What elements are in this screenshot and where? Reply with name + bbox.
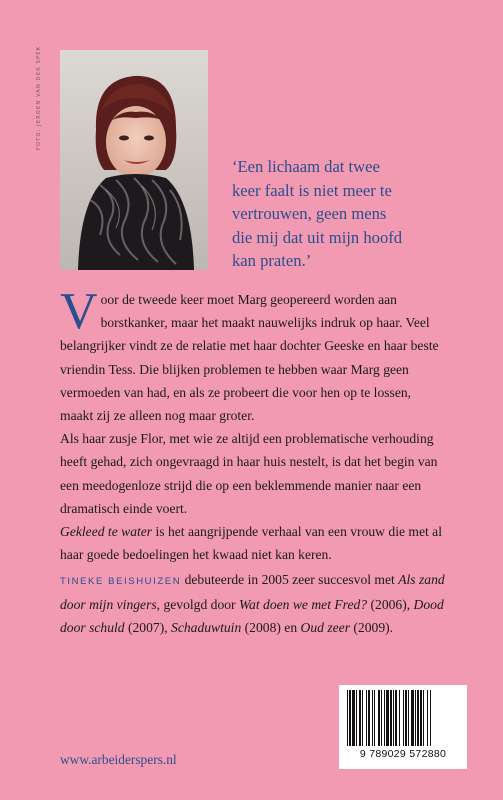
blurb-paragraph-1 (60, 283, 444, 427)
book-title: Oud zeer (300, 620, 350, 636)
blurb (60, 283, 444, 566)
bio-text: (2006), (367, 597, 414, 613)
blurb-paragraph-3 (60, 520, 444, 566)
barcode-bar (366, 690, 367, 746)
barcode-bar (403, 690, 404, 746)
barcode-bar (349, 690, 351, 746)
barcode-bar (399, 690, 400, 746)
isbn-number: 9 789029 572880 (359, 748, 447, 760)
barcode-bar (420, 690, 422, 746)
barcode-bar (417, 690, 419, 746)
barcode-bar (430, 690, 431, 746)
barcode-bar (384, 690, 385, 746)
barcode-bar (374, 690, 375, 746)
barcode-bar (372, 690, 373, 746)
barcode-bar (405, 690, 407, 746)
bio-text: (2007), (124, 620, 172, 636)
bio-text: (2008) en (241, 620, 301, 636)
blurb-text-1: oor de tweede keer moet Marg geopereerd worden aan borstkanker, maar het maakt nauwelijks indruk op haar. Veel belangrijker vindt ze de relatie met haar dochter Geeske en haar beste vriendin Tess. Die blijken problemen te hebben waar Marg geen vermoeden van had, en als ze probeert die voor hen op te lossen, maakt zij ze alleen nog maar groter. (60, 292, 439, 424)
barcode-bars (345, 690, 461, 748)
pull-quote: ‘Een lichaam dat twee keer faalt is niet meer te vertrouwen, geen mens die mij dat uit mijn hoofd kan praten.’ (232, 157, 403, 270)
barcode-bar (395, 690, 397, 746)
barcode-bar (347, 690, 348, 746)
barcode-bar (415, 690, 416, 746)
barcode-bar (423, 690, 424, 746)
barcode-bar (386, 690, 389, 746)
blurb-text-3: is het aangrijpende verhaal van een vrouw die met al haar goede bedoelingen het kwaad niet kan keren. (60, 524, 442, 563)
bio-text: (2009). (350, 620, 394, 636)
author-bio (60, 568, 450, 640)
barcode-bar (411, 690, 414, 746)
barcode-bar (393, 690, 394, 746)
barcode-bar (381, 690, 382, 746)
author-photo (60, 50, 208, 270)
isbn-barcode (339, 685, 467, 769)
author-name: TINEKE BEISHUIZEN (60, 576, 182, 587)
photo-credit: FOTO: JEROEN VAN DER SPEK (36, 45, 42, 150)
barcode-bar (352, 690, 355, 746)
book-title: Dood door schuld (60, 597, 444, 636)
blurb-paragraph-2: Als haar zusje Flor, met wie ze altijd een problematische verhouding heeft gehad, zich ongevraagd in haar huis nestelt, is dat het begin van een meedogenloze strijd die op een beklemmende manier naar een dramatisch einde voert. (60, 431, 438, 516)
bio-text: , gevolgd door (156, 597, 239, 613)
barcode-bar (362, 690, 363, 746)
publisher-website[interactable]: www.arbeiderspers.nl (60, 752, 177, 767)
barcode-bar (390, 690, 392, 746)
barcode-bar (427, 690, 428, 746)
drop-cap: V (60, 283, 98, 340)
book-title: Wat doen we met Fred? (238, 597, 368, 613)
book-title: Gekleed te water (60, 524, 153, 540)
barcode-bar (408, 690, 409, 746)
barcode-bar (356, 690, 357, 746)
barcode-bar (359, 690, 361, 746)
bio-text: debuteerde in 2005 zeer succesvol met (181, 572, 399, 587)
barcode-bar (378, 690, 380, 746)
portrait-image (60, 50, 208, 270)
barcode-bar (368, 690, 370, 746)
book-title: Schaduwtuin (171, 620, 242, 636)
book-title: Als zand door mijn vingers (60, 572, 445, 613)
